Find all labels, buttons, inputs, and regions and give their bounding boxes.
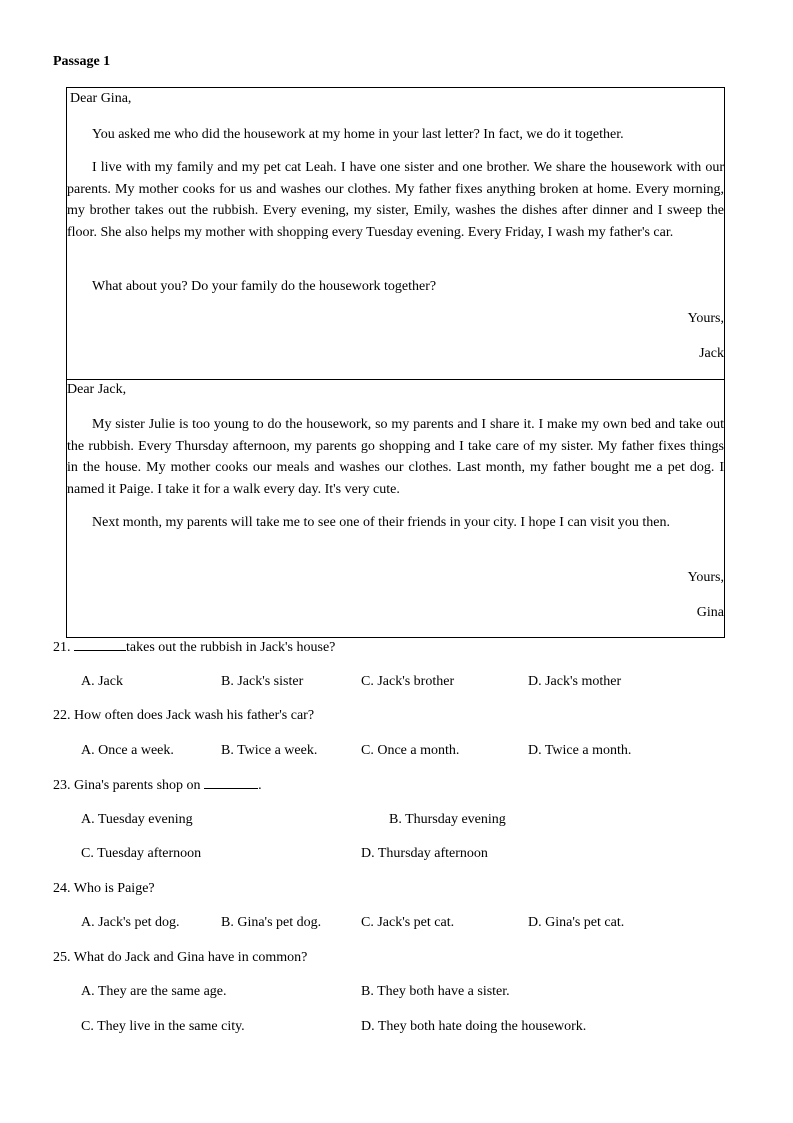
letter-signature: Jack: [699, 346, 724, 361]
answer-blank: [74, 639, 126, 651]
option-c: C. Jack's brother: [361, 674, 455, 689]
option-c: C. Jack's pet cat.: [361, 915, 455, 930]
option-b: B. Twice a week.: [221, 743, 318, 758]
letter-paragraph: Next month, my parents will take me to see one of their friends in your city. I hope I can visit you then.: [92, 515, 671, 530]
answer-blank: [204, 777, 258, 789]
question-number: 23.: [53, 778, 71, 793]
letter-paragraph: What about you? Do your family do the housework together?: [92, 279, 437, 294]
letter-salutation: Dear Jack,: [67, 382, 127, 397]
option-c: C. They live in the same city.: [81, 1019, 245, 1034]
option-a: A. Once a week.: [81, 743, 174, 758]
option-b: B. Thursday evening: [389, 812, 506, 827]
letter-gina: [66, 379, 725, 638]
option-d: D. Twice a month.: [528, 743, 632, 758]
option-b: B. Gina's pet dog.: [221, 915, 322, 930]
option-d: D. They both hate doing the housework.: [361, 1019, 587, 1034]
question-text: How often does Jack wash his father's car?: [74, 708, 315, 723]
option-a: A. They are the same age.: [81, 984, 227, 999]
letter-closing: Yours,: [687, 570, 724, 585]
option-a: A. Jack: [81, 674, 123, 689]
question-21: [53, 639, 335, 656]
question-text-end: .: [258, 778, 262, 793]
option-b: B. Jack's sister: [221, 674, 304, 689]
option-d: D. Thursday afternoon: [361, 846, 488, 861]
option-c: C. Once a month.: [361, 743, 460, 758]
passage-title: Passage 1: [53, 54, 111, 69]
question-23: [53, 777, 262, 794]
letter-closing: Yours,: [687, 311, 724, 326]
question-number: 22.: [53, 708, 71, 723]
option-a: A. Tuesday evening: [81, 812, 193, 827]
letter-paragraph: I live with my family and my pet cat Leah. I have one sister and one brother. We share the housework with our parents. My mother cooks for us and washes our clothes. My father fixes anything broken at home. Every morning, my brother takes out the rubbish. Every evening, my sister, Emily, washes the dishes after dinner and I sweep the floor. She also helps my mother with shopping every Tuesday evening. Every Friday, I wash my father's car.: [67, 160, 724, 240]
option-b: B. They both have a sister.: [361, 984, 510, 999]
option-d: D. Gina's pet cat.: [528, 915, 625, 930]
letter-jack: [66, 87, 725, 380]
question-number: 24.: [53, 881, 71, 896]
option-a: A. Jack's pet dog.: [81, 915, 180, 930]
letter-paragraph: My sister Julie is too young to do the housework, so my parents and I share it. I make my own bed and take out the rubbish. Every Thursday afternoon, my parents go shopping and I take care of my sister. My father fixes things in the house. My mother cooks our meals and washes our clothes. Last month, my father bought me a pet dog. I named it Paige. I take it for a walk every day. It's very cute.: [67, 417, 724, 497]
question-22: [53, 708, 314, 724]
option-c: C. Tuesday afternoon: [81, 846, 202, 861]
letter-signature: Gina: [696, 605, 724, 620]
question-text: Gina's parents shop on: [74, 778, 201, 793]
question-number: 25.: [53, 950, 71, 965]
question-25: [53, 950, 307, 966]
question-text: What do Jack and Gina have in common?: [73, 950, 308, 965]
option-d: D. Jack's mother: [528, 674, 622, 689]
letter-paragraph: You asked me who did the housework at my home in your last letter? In fact, we do it together.: [92, 127, 624, 142]
question-number: 21.: [53, 640, 71, 655]
question-text: takes out the rubbish in Jack's house?: [126, 640, 336, 655]
question-24: [53, 881, 155, 897]
question-text: Who is Paige?: [73, 881, 155, 896]
letter-salutation: Dear Gina,: [70, 91, 132, 106]
